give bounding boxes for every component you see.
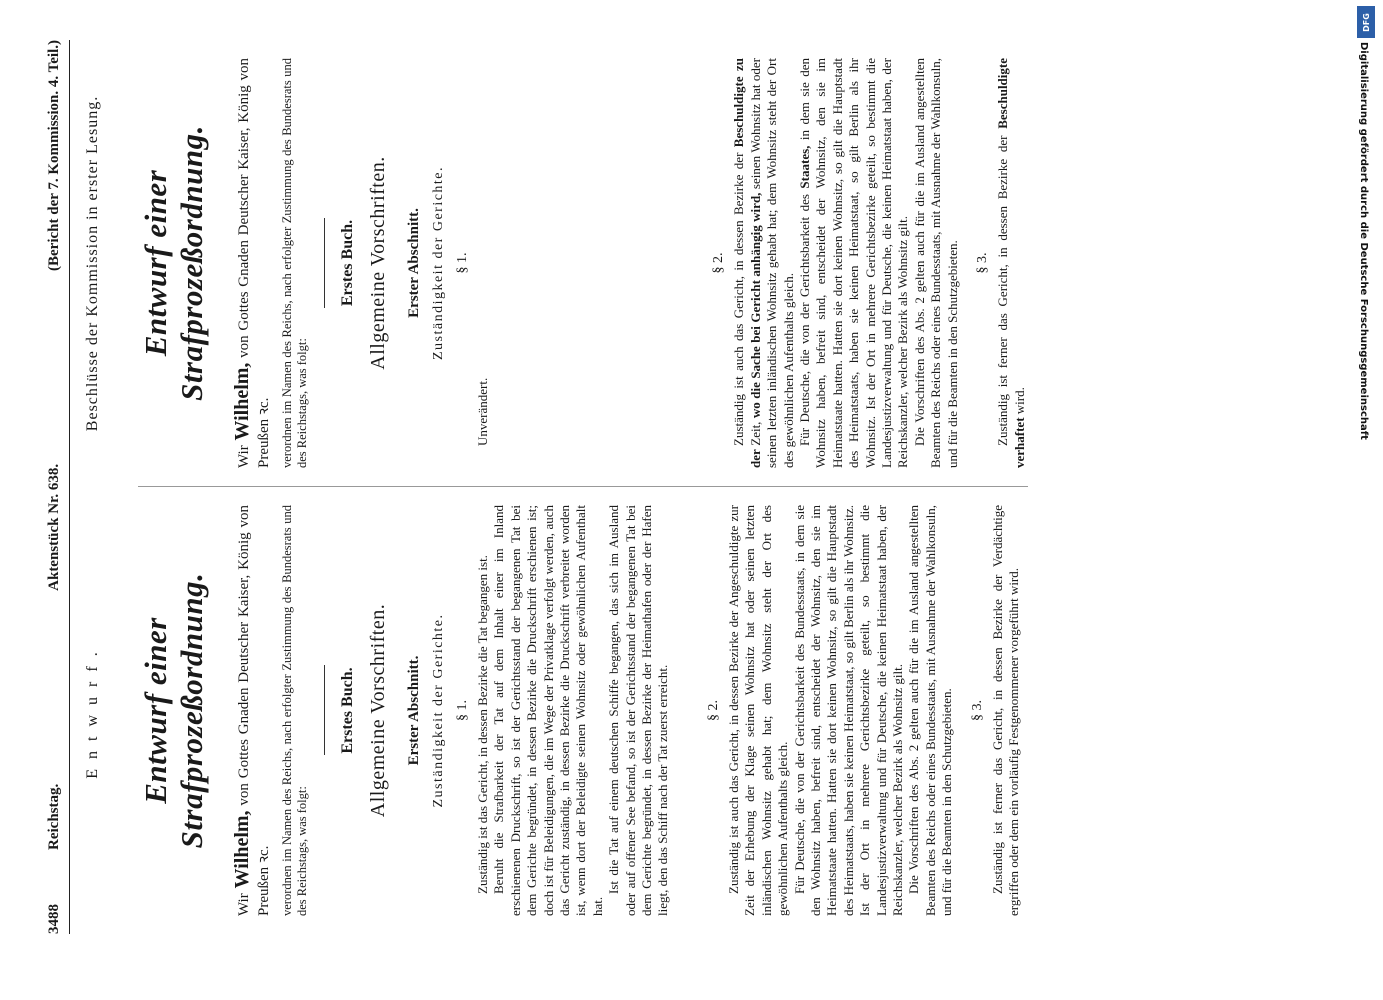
two-columns <box>138 40 1028 934</box>
column-headings <box>84 40 102 934</box>
left-par-2-text: Zuständig ist auch das Gericht, in dessen Bezirke der Angeschuldigte zur Zeit der Erhebung der Klage seinen Wohnsitz hat oder seinen letzten inländischen Wohnsitz gehabt hat; dem Wohnsitz steht der Ort des gewöhnlichen Aufenthalts gleich. Für Deutsche, die von der Gerichtsbarkeit des Bundesstaats, in dem sie den Wohnsitz haben, befreit sind, entscheidet der Wohnsitz, den sie im Heimatstaate hatten. Hatten sie dort keinen Wohnsitz, so gilt die Hauptstadt des Heimatstaats, haben sie keinen Heimatstaat, so gilt Berlin als ihr Wohnsitz. Ist der Ort in mehrere Gerichtsbezirke geteilt, so bestimmt die Landesjustizverwaltung und für Deutsche, die keinen Heimatstaat haben, der Reichskanzler, welcher Bezirk als Wohnsitz gilt. Die Vorschriften des Abs. 2 gelten auch für die im Ausland angestellten Beamten des Reichs oder eines Bundesstaats, mit Ausnahme der Wahlkonsuln, und für die Beamten in den Schutzgebieten. <box>725 504 955 916</box>
right-preamble-name: Wilhelm, <box>231 362 253 441</box>
left-book: Erstes Buch. <box>339 667 356 754</box>
right-par-2: § 2. <box>711 252 727 274</box>
right-preamble-2: verordnen im Namen des Reichs, nach erfolgter Zustimmung des Bundesrats und des Reichstags, was folgt: <box>280 58 309 468</box>
right-par-2-bold-1: Beschuldigte zu der <box>731 58 763 468</box>
left-par-2: § 2. <box>705 700 721 721</box>
digitization-credit: Digitalisierung gefördert durch die Deutsche Forschungsgemeinschaft <box>1358 42 1369 440</box>
right-book: Erstes Buch. <box>339 219 356 307</box>
left-par-3: § 3. <box>969 700 985 721</box>
right-rule <box>324 218 325 308</box>
left-preamble-2: verordnen im Namen des Reichs, nach erfolgter Zustimmung des Bundesrats und des Reichstags, was folgt: <box>280 505 309 916</box>
header-left: Reichstag. <box>46 783 62 850</box>
right-book-sub: Allgemeine Vorschriften. <box>367 156 389 370</box>
left-title: Entwurf einer Strafprozeßordnung. <box>138 572 209 849</box>
heading-beschluesse: Beschlüsse der Kommission in erster Lesung. <box>84 95 101 432</box>
right-par-3-text: Zuständig ist ferner das Gericht, in dessen Bezirke der Beschuldigte verhaftet wird. <box>995 57 1027 468</box>
right-par-3: § 3. <box>975 252 991 274</box>
right-par-2-bold-2: wo die Sache bei Gericht anhängig wird, <box>747 192 763 419</box>
right-section-sub: Zuständigkeit der Gerichte. <box>431 165 446 361</box>
left-preamble: Wir Wilhelm, von Gottes Gnaden Deutscher Kaiser, König von Preußen ꝛc. <box>231 505 272 916</box>
right-par-2-bold-staates: Staates, <box>797 145 813 189</box>
right-par-1: § 1. <box>455 252 470 274</box>
digitization-sidebar <box>1349 0 1377 1000</box>
header-center: Aktenstück Nr. 638. <box>46 463 62 591</box>
right-section: Erster Abschnitt. <box>406 208 422 318</box>
right-par-1-text: Unverändert. <box>475 377 490 446</box>
left-rule <box>324 666 325 756</box>
left-par-3-text: Zuständig ist ferner das Gericht, in dessen Bezirke der Verdächtige ergriffen oder dem ein vorläufig Festgenommener vorgeführt wird. <box>989 505 1021 916</box>
left-par-1-text: Zuständig ist das Gericht, in dessen Bezirke die Tat begangen ist. Beruht die Strafbarkeit der Tat auf dem Inhalt einer im Inland erschienenen Druckschrift, so ist der Gerichtsstand der begangenen Tat bei dem Gerichte begründet, in dessen Bezirke die Druckschrift erschienen ist; doch ist für Beleidigungen, die im Wege der Privatklage verfolgt werden, auch das Gericht zuständig, in dessen Bezirke die Druckschrift verbreitet worden ist, wenn dort der Beleidigte seinen Wohnsitz oder gewöhnlichen Aufenthalt hat. Ist die Tat auf einem deutschen Schiffe begangen, das sich im Ausland oder auf offener See befand, so ist der Gerichtsstand der begangenen Tat bei dem Gerichte begründet, in dessen Bezirke der Heimathafen oder der Hafen liegt, den das Schiff nach der Tat zuerst erreicht. <box>475 505 671 916</box>
left-section-sub: Zuständigkeit der Gerichte. <box>431 613 446 808</box>
right-par-3-bold: Beschuldigte verhaftet <box>995 57 1027 468</box>
heading-entwurf: Entwurf. <box>84 642 101 779</box>
right-preamble: Wir Wilhelm, von Gottes Gnaden Deutscher Kaiser, König von Preußen ꝛc. <box>231 58 272 468</box>
left-par-1: § 1. <box>455 700 470 721</box>
right-par-2-text: Zuständig ist auch das Gericht, in dessen Bezirke der Beschuldigte zu der Zeit, wo die Sache bei Gericht anhängig wird, seinen Wohnsitz hat oder seinen letzten inländischen Wohnsitz gehabt hat; dem Wohnsitz steht der Ort des gewöhnlichen Aufenthalts gleich. Für Deutsche, die von der Gerichtsbarkeit des Staates, in dem sie den Wohnsitz haben, befreit sind, entscheidet der Wohnsitz, den sie im Heimatstaate hatten. Hatten sie dort keinen Wohnsitz, so gilt die Hauptstadt des Heimatstaats, haben sie keinen Heimatstaat, so gilt Berlin als ihr Wohnsitz. Ist der Ort in mehrere Gerichtsbezirke geteilt, so bestimmt die Landesjustizverwaltung und für Deutsche, die keinen Heimatstaat haben, der Reichskanzler, welcher Bezirk als Wohnsitz gilt. Die Vorschriften des Abs. 2 gelten auch für die im Ausland angestellten Beamten des Reichs oder eines Bundesstaats, mit Ausnahme der Wahlkonsuln, und für die Beamten in den Schutzgebieten. <box>731 57 960 468</box>
dfg-logo: DFG <box>1357 6 1375 38</box>
left-column <box>138 487 1028 934</box>
right-title: Entwurf einer Strafprozeßordnung. <box>138 125 209 401</box>
right-column <box>138 40 1028 487</box>
left-book-sub: Allgemeine Vorschriften. <box>367 603 389 818</box>
right-spacer <box>491 58 703 468</box>
left-section: Erster Abschnitt. <box>406 655 422 766</box>
header-right: (Bericht der 7. Kommission. 4. Teil.) <box>46 40 62 271</box>
page-header <box>46 40 70 934</box>
left-preamble-name: Wilhelm, <box>231 810 253 889</box>
page-number: 3488 <box>46 904 62 934</box>
